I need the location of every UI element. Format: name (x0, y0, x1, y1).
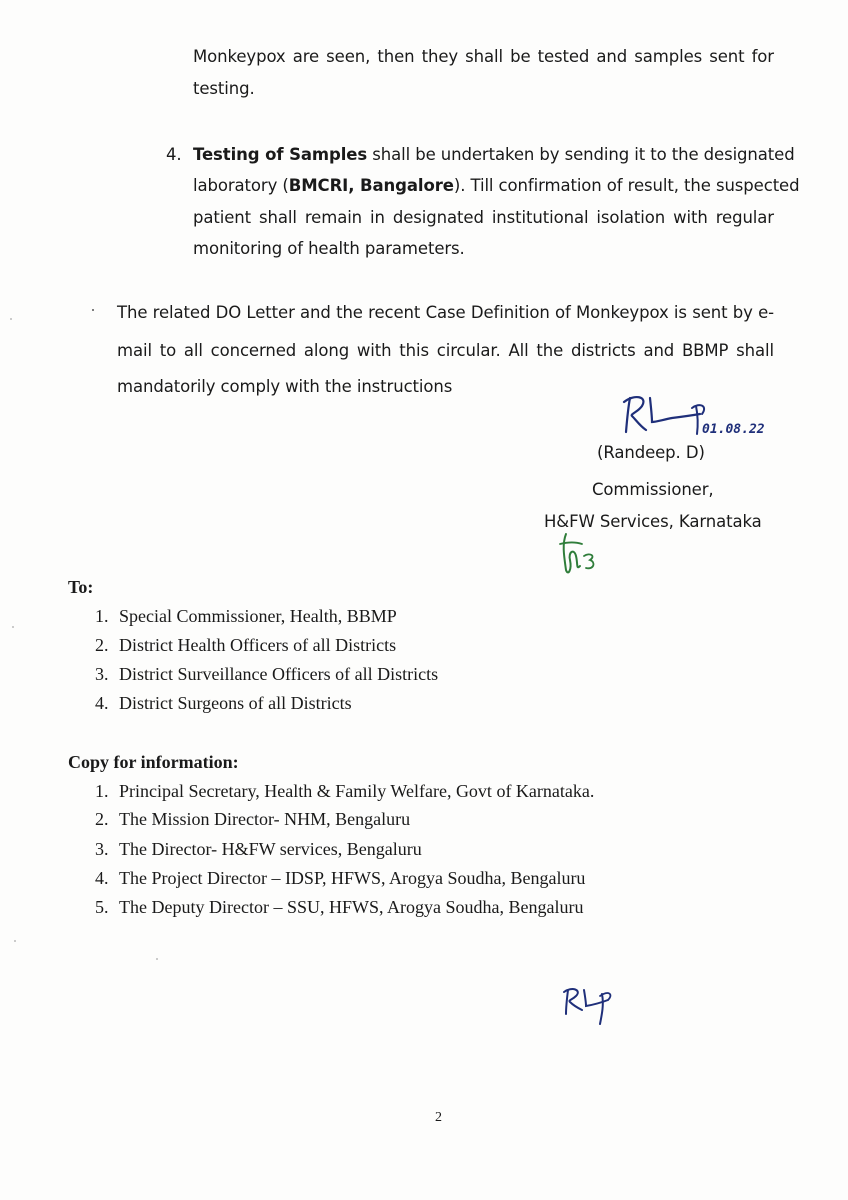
copy-item-num: 1. (95, 781, 109, 801)
item-4-text-2b: ). Till confirmation of result, the suspected (453, 176, 800, 195)
paragraph-line-2: mail to all concerned along with this circular. All the districts and BBMP shall (117, 341, 774, 360)
continuation-line-1: Monkeypox are seen, then they shall be tested and samples sent for (193, 47, 774, 66)
item-4-text-1: shall be undertaken by sending it to the designated (367, 145, 795, 164)
item-4-number: 4. (166, 145, 182, 164)
item-4-line-2 (193, 175, 800, 197)
to-heading: To: (68, 577, 94, 597)
to-item-num: 1. (95, 606, 109, 626)
copy-item-num: 4. (95, 868, 109, 888)
bottom-initial-mark (560, 984, 620, 1028)
to-item: District Surveillance Officers of all Districts (119, 664, 439, 684)
paragraph-line-1: The related DO Letter and the recent Case Definition of Monkeypox is sent by e- (117, 303, 774, 322)
scan-speck (92, 309, 94, 311)
to-item: Special Commissioner, Health, BBMP (119, 606, 397, 626)
to-item: District Surgeons of all Districts (119, 693, 352, 713)
copy-item-num: 3. (95, 839, 109, 859)
copy-item: The Director- H&FW services, Bengaluru (119, 839, 422, 859)
signatory-designation: Commissioner, (592, 480, 714, 499)
initial-mark (556, 530, 606, 580)
to-item: District Health Officers of all Districts (119, 635, 397, 655)
copy-item: The Project Director – IDSP, HFWS, Arogya Soudha, Bengaluru (119, 868, 586, 888)
copy-item-num: 2. (95, 809, 109, 829)
testing-of-samples-bold: Testing of Samples (193, 145, 368, 164)
signature-date: 01.08.22 (702, 422, 765, 437)
bmcri-bold: BMCRI, Bangalore (288, 176, 454, 195)
item-4-line-1 (193, 144, 795, 166)
paragraph-line-3: mandatorily comply with the instructions (117, 377, 453, 396)
item-4-line-4: monitoring of health parameters. (193, 239, 465, 258)
signatory-office: H&FW Services, Karnataka (544, 512, 762, 531)
to-item-num: 3. (95, 664, 109, 684)
signatory-name: (Randeep. D) (597, 443, 705, 462)
scan-speck (12, 626, 14, 628)
page-number: 2 (435, 1110, 442, 1125)
scan-speck (156, 958, 158, 960)
continuation-line-2: testing. (193, 79, 255, 98)
scan-speck (14, 940, 16, 942)
copy-item-num: 5. (95, 897, 109, 917)
copy-item: The Mission Director- NHM, Bengaluru (119, 809, 411, 829)
to-item-num: 4. (95, 693, 109, 713)
item-4-text-2a: laboratory ( (193, 176, 289, 195)
copy-item: The Deputy Director – SSU, HFWS, Arogya Soudha, Bengaluru (119, 897, 584, 917)
scan-speck (10, 318, 12, 320)
copy-heading: Copy for information: (68, 752, 239, 772)
to-item-num: 2. (95, 635, 109, 655)
copy-item: Principal Secretary, Health & Family Welfare, Govt of Karnataka. (119, 781, 595, 801)
item-4-line-3: patient shall remain in designated institutional isolation with regular (193, 208, 774, 227)
